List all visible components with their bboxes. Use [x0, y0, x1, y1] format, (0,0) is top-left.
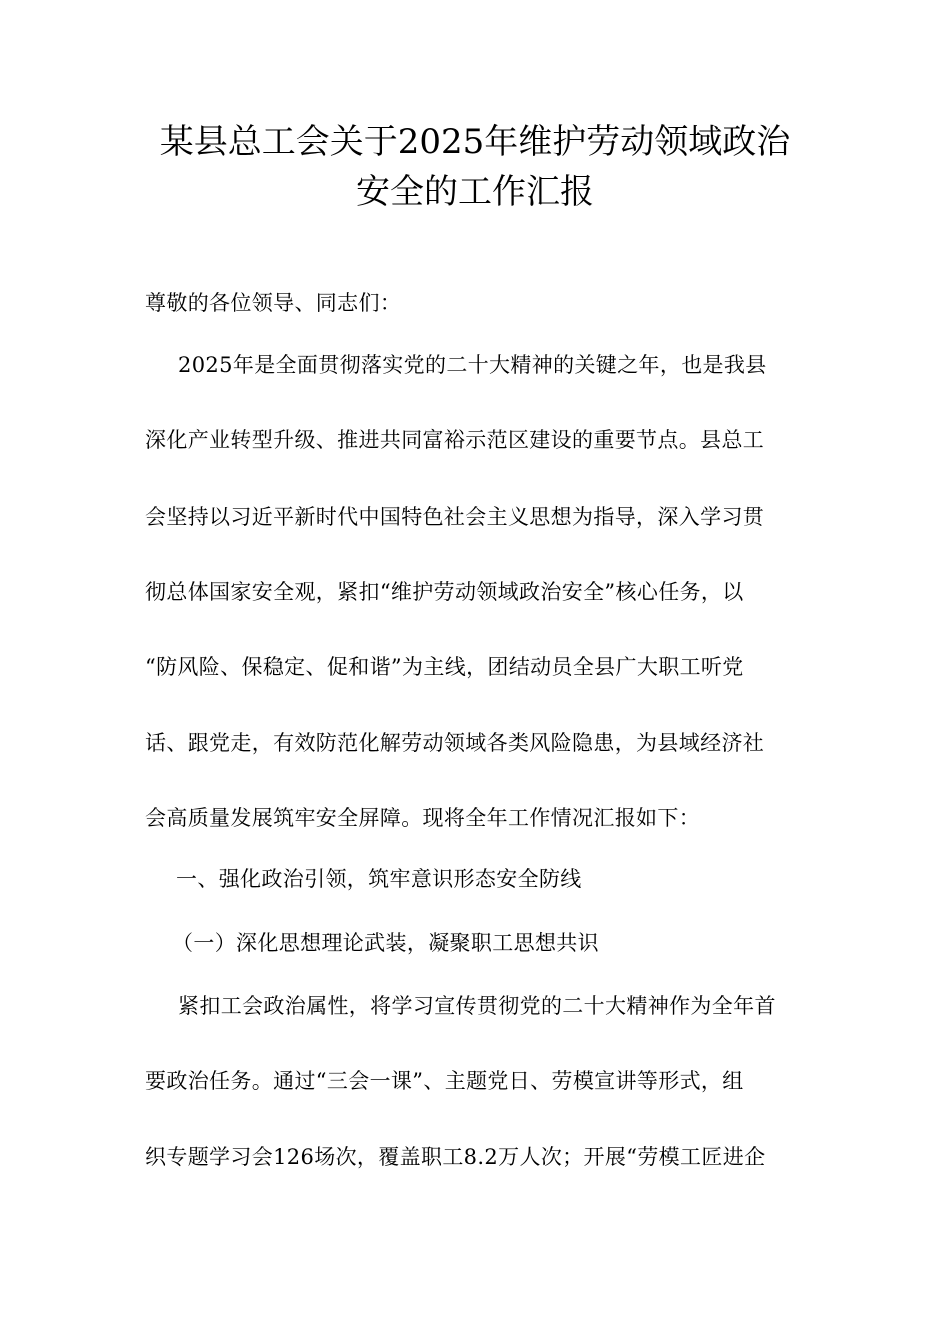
document-title-line-1: 某县总工会关于2025年维护劳动领域政治	[159, 122, 791, 162]
intro-paragraph-line-2: 深化产业转型升级、推进共同富裕示范区建设的重要节点。县总工	[145, 428, 765, 452]
subsection-1-1-paragraph-line-1: 紧扣工会政治属性，将学习宣传贯彻党的二十大精神作为全年首	[178, 994, 776, 1018]
document-title-line-2: 安全的工作汇报	[356, 172, 594, 212]
salutation: 尊敬的各位领导、同志们：	[145, 291, 402, 315]
intro-paragraph-line-7: 会高质量发展筑牢安全屏障。现将全年工作情况汇报如下：	[145, 806, 701, 830]
subsection-1-1-paragraph-line-3: 织专题学习会126场次，覆盖职工8.2万人次；开展“劳模工匠进企	[145, 1145, 766, 1169]
intro-paragraph-line-3: 会坚持以习近平新时代中国特色社会主义思想为指导，深入学习贯	[145, 505, 765, 529]
intro-paragraph-line-5: “防风险、保稳定、促和谐”为主线，团结动员全县广大职工听党	[145, 655, 744, 679]
intro-paragraph-line-1: 2025年是全面贯彻落实党的二十大精神的关键之年，也是我县	[178, 353, 767, 377]
intro-paragraph-line-6: 话、跟党走，有效防范化解劳动领域各类风险隐患，为县域经济社	[145, 731, 765, 755]
section-1-heading: 一、强化政治引领，筑牢意识形态安全防线	[176, 867, 582, 891]
subsection-1-1-heading: （一）深化思想理论武装，凝聚职工思想共识	[172, 931, 599, 955]
intro-paragraph-line-4: 彻总体国家安全观，紧扣“维护劳动领域政治安全”核心任务，以	[145, 580, 744, 604]
subsection-1-1-paragraph-line-2: 要政治任务。通过“三会一课”、主题党日、劳模宣讲等形式，组	[145, 1069, 744, 1093]
